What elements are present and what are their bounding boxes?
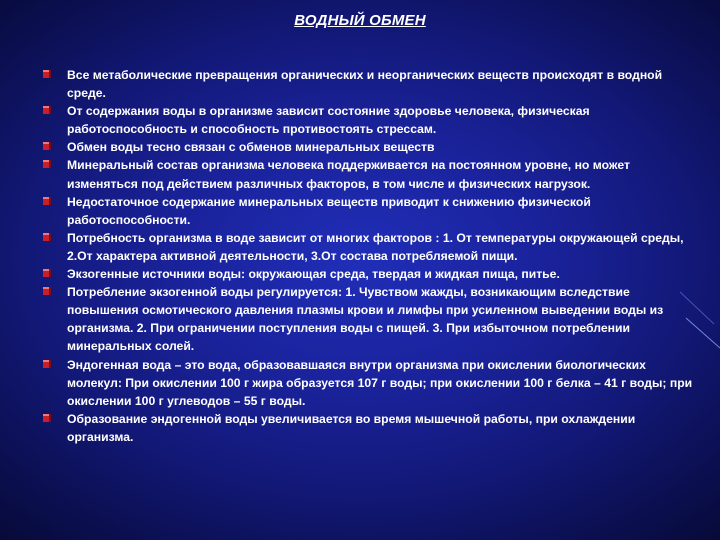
list-item-text: Обмен воды тесно связан с обменов минеральных веществ — [67, 140, 435, 155]
list-item-text: Минеральный состав организма человека поддерживается на постоянном уровне, но может изменяться под действием различных факторов, в том числе и физических нагрузок. — [67, 158, 630, 191]
square-bullet-icon — [43, 287, 51, 295]
list-item — [67, 356, 695, 410]
list-item-text: Образование эндогенной воды увеличивается во время мышечной работы, при охлаждении организма. — [67, 411, 636, 444]
list-item — [67, 410, 695, 446]
list-item — [67, 229, 695, 265]
list-item-text: Все метаболические превращения органических и неорганических веществ происходят в водной среде. — [67, 68, 663, 101]
list-item-text: От содержания воды в организме зависит состояние здоровье человека, физическая работоспособность и способность противостоять стрессам. — [67, 104, 590, 137]
list-item — [67, 283, 695, 355]
list-item-text: Потребность организма в воде зависит от многих факторов : 1. От температуры окружающей среды, 2.От характера активной деятельности, 3.От состава потребляемой пищи. — [67, 230, 684, 263]
square-bullet-icon — [43, 360, 51, 368]
square-bullet-icon — [43, 269, 51, 277]
bullet-list — [67, 66, 695, 446]
list-item — [67, 265, 695, 283]
list-item — [67, 138, 695, 156]
square-bullet-icon — [43, 160, 51, 168]
list-item — [67, 102, 695, 138]
slide-title: ВОДНЫЙ ОБМЕН — [294, 12, 426, 29]
square-bullet-icon — [43, 233, 51, 241]
list-item-text: Недостаточное содержание минеральных веществ приводит к снижению физической работоспособности. — [67, 194, 591, 227]
square-bullet-icon — [43, 414, 51, 422]
list-item-text: Потребление экзогенной воды регулируется: 1. Чувством жажды, возникающим вследствие повышения осмотического давления плазмы крови и лимфы при усиленном выведении воды из организма. 2. При ограничении поступления воды с пищей. 3. При избыточном потреблении минеральных солей. — [67, 285, 664, 354]
list-item-text: Эндогенная вода – это вода, образовавшаяся внутри организма при окислении биологических молекул: При окислении 100 г жира образуется 107 г воды; при окислении 100 г белка – 41 г воды; при окислении 100 г углеводов – 55 г воды. — [67, 357, 693, 408]
list-item — [67, 156, 695, 192]
list-item — [67, 193, 695, 229]
square-bullet-icon — [43, 142, 51, 150]
square-bullet-icon — [43, 106, 51, 114]
square-bullet-icon — [43, 197, 51, 205]
list-item-text: Экзогенные источники воды: окружающая среда, твердая и жидкая пища, питье. — [67, 267, 560, 282]
list-item — [67, 66, 695, 102]
square-bullet-icon — [43, 70, 51, 78]
